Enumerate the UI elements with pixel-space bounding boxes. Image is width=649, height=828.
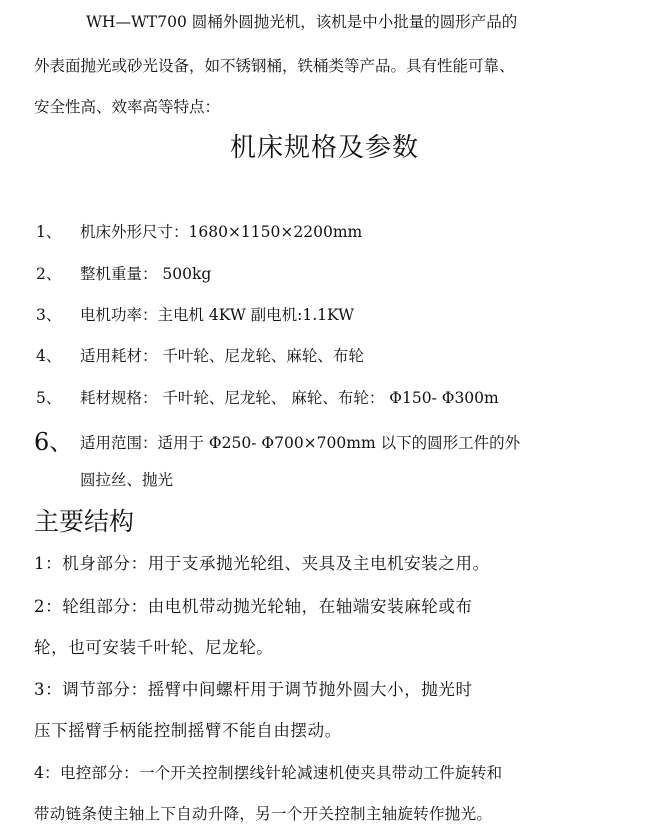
spec-number-5: 5、 <box>36 389 62 407</box>
spec-text-5: 耗材规格： 千叶轮、尼龙轮、 麻轮、布轮： Φ150- Φ300m <box>80 389 499 407</box>
structure-line-3: 轮，也可安装千叶轮、尼龙轮。 <box>34 638 274 657</box>
spec-number-1: 1、 <box>36 223 62 241</box>
structure-line-2: 2：轮组部分：由电机带动抛光轮轴，在轴端安装麻轮或布 <box>34 597 473 616</box>
structure-line-1: 1：机身部分：用于支承抛光轮组、夹具及主电机安装之用。 <box>34 554 490 573</box>
structure-line-5: 压下摇臂手柄能控制摇臂不能自由摆动。 <box>34 721 342 740</box>
structure-line-6: 4：电控部分：一个开关控制摆线针轮减速机使夹具带动工件旋转和 <box>34 764 503 782</box>
spec-number-2: 2、 <box>36 265 62 283</box>
structure-line-7: 带动链条使主轴上下自动升降，另一个开关控制主轴旋转作抛光。 <box>34 805 493 823</box>
page-title: 机床规格及参数 <box>229 133 419 163</box>
intro-line-2: 外表面抛光或砂光设备，如不锈钢桶，铁桶类等产品。具有性能可靠、 <box>34 57 515 75</box>
spec-number-6: 6、 <box>34 428 74 456</box>
spec-text-3: 电机功率：主电机 4KW 副电机:1.1KW <box>80 306 355 324</box>
section-title-main-structure: 主要结构 <box>34 507 135 536</box>
structure-line-4: 3：调节部分：摇臂中间螺杆用于调节抛外圆大小，抛光时 <box>34 680 473 699</box>
intro-line-1: WH—WT700 圆桶外圆抛光机，该机是中小批量的圆形产品的 <box>86 13 518 31</box>
spec-text-2: 整机重量： 500kg <box>80 265 212 283</box>
spec-text-6-continued: 圆拉丝、抛光 <box>80 471 174 489</box>
spec-text-1: 机床外形尺寸：1680×1150×2200mm <box>80 223 363 241</box>
intro-line-3: 安全性高、效率高等特点： <box>34 98 221 116</box>
spec-number-3: 3、 <box>36 306 62 324</box>
spec-text-6: 适用范围：适用于 Φ250- Φ700×700mm 以下的圆形工件的外 <box>80 434 521 452</box>
spec-text-4: 适用耗材： 千叶轮、尼龙轮、麻轮、布轮 <box>80 347 364 365</box>
spec-number-4: 4、 <box>36 347 62 365</box>
